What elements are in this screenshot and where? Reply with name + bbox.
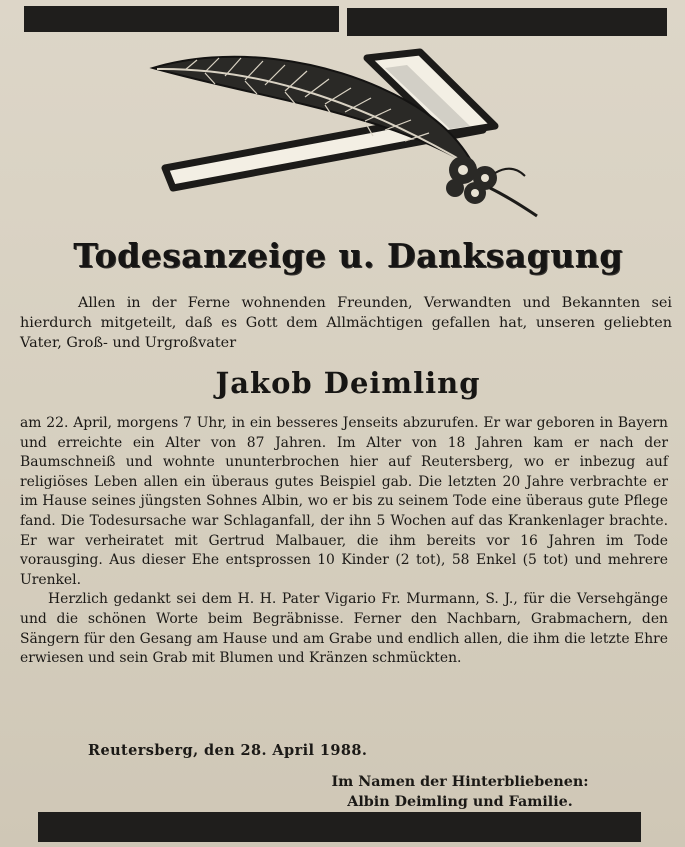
top-border-bar-right (347, 8, 667, 36)
place-and-date: Reutersberg, den 28. April 1988. (88, 742, 368, 759)
signoff-line-1: Im Namen der Hinterbliebenen: (331, 774, 589, 790)
cross-and-palm-emblem (145, 48, 545, 223)
notice-body (20, 414, 668, 669)
intro-text: Allen in der Ferne wohnenden Freunden, Verwandten und Bekannten sei hierdurch mitgeteilt, daß es Gott dem Allmächtigen gefallen hat, unseren geliebten Vater, Groß- und Urgroßvater (20, 295, 672, 351)
obituary-paragraph: am 22. April, morgens 7 Uhr, in ein besseres Jenseits abzurufen. Er war geboren in Bayern und erreichte ein Alter von 87 Jahren. Im Alter von 18 Jahren kam er nach der Baumschneiß und wohnte ununterbrochen hier auf Reutersberg, wo er inbezug auf religiöses Leben allen ein überaus gutes Beispiel gab. Die letzten 20 Jahre verbrachte er im Hause seines jüngsten Sohnes Albin, wo er bis zu seinem Tode eine überaus gute Pflege fand. Die Todesursache war Schlaganfall, der ihn 5 Wochen auf das Krankenlager brachte. Er war verheiratet mit Gertrud Malbauer, die ihm bereits vor 16 Jahren im Tode vorausging. Aus dieser Ehe entsprossen 10 Kinder (2 tot), 58 Enkel (5 tot) und mehrere Urenkel. (20, 415, 668, 588)
thanks-paragraph: Herzlich gedankt sei dem H. H. Pater Vigario Fr. Murmann, S. J., für die Versehgänge und die schönen Worte beim Begräbnisse. Ferner den Nachbarn, Grabmachern, den Sängern für den Gesang am Hause und am Grabe und endlich allen, die ihm die letzte Ehre erwiesen und sein Grab mit Blumen und Kränzen schmückten. (20, 591, 668, 667)
top-border-bar-left (24, 6, 339, 32)
flower-bouquet-icon (446, 156, 537, 216)
deceased-name: Jakob Deimling (215, 366, 481, 400)
signoff-line-2: Albin Deimling und Familie. (347, 794, 573, 810)
signoff (300, 772, 620, 812)
intro-paragraph (20, 293, 672, 353)
bottom-border-bar (38, 812, 641, 842)
notice-heading: Todesanzeige u. Danksagung (73, 236, 623, 275)
